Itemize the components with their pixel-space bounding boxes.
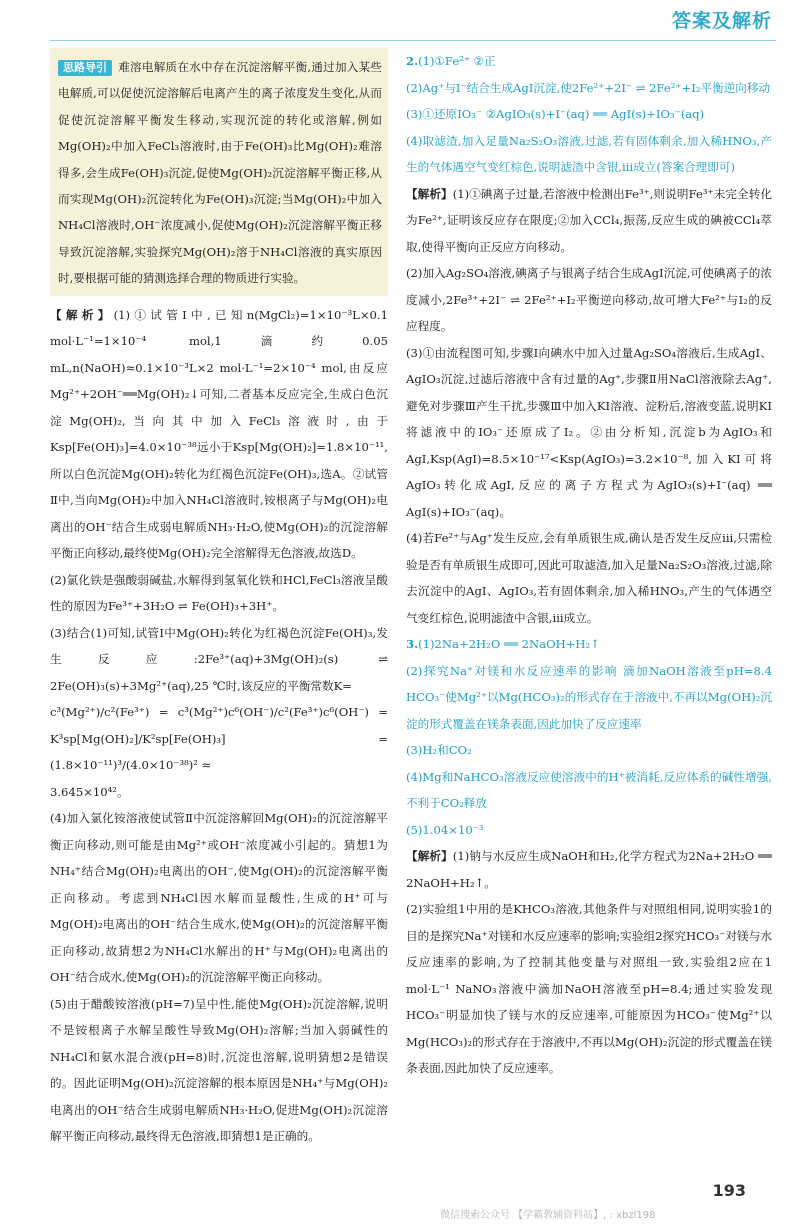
page-number: 193: [712, 1181, 746, 1200]
q2-answer-2: (2)Ag⁺与I⁻结合生成AgI沉淀,使2Fe²⁺+2I⁻ ⇌ 2Fe²⁺+I₂平衡逆向移动: [406, 80, 771, 95]
header-divider: [50, 40, 776, 41]
q3-answer-1: 3.(1)2Na+2H₂O ══ 2NaOH+H₂↑: [406, 637, 600, 651]
q2-answer-4: (4)取滤渣,加入足量Na₂S₂O₃溶液,过滤,若有固体剩余,加入稀HNO₃,产生的气体遇空气变红棕色,说明滤渣中含银,ⅲ成立(答案合理即可): [406, 133, 772, 174]
analysis-3c: 3.645×10⁴²。: [50, 784, 129, 799]
q2-explanation-2: (2)加入Ag₂SO₄溶液,碘离子与银离子结合生成AgI沉淀,可使碘离子的浓度减小,2Fe³⁺+2I⁻ ⇌ 2Fe²⁺+I₂平衡逆向移动,故可增大Fe²⁺与I₂的反应程度。: [406, 266, 772, 333]
q3-explanation-2: (2)实验组1中用的是KHCO₃溶液,其他条件与对照组相同,说明实验1的目的是探究Na⁺对镁和水反应速率的影响;实验组2探究HCO₃⁻对镁与水反应速率的影响,为了控制其他变量与对照组一致,实验组2应在1 mol·L⁻¹ NaNO₃溶液中滴加NaOH溶液至pH=8.4;通过实验发现HCO₃⁻明显加快了镁与水的反应速率,可能原因为HCO₃⁻使Mg²⁺以Mg(HCO₃)₂的形式存在于溶液中,不再以Mg(OH)₂沉淀的形式覆盖在镁条表面,因此加快了反应速率。: [406, 902, 772, 1075]
analysis-4: (4)加入氯化铵溶液使试管Ⅱ中沉淀溶解回Mg(OH)₂的沉淀溶解平衡正向移动,则可能是由Mg²⁺或OH⁻浓度减小引起的。猜想1为NH₄⁺结合Mg(OH)₂电离出的OH⁻,使Mg(OH)₂的沉淀溶解平衡正向移动。考虑到NH₄Cl因水解而显酸性,生成的H⁺可与Mg(OH)₂电离出的OH⁻结合生成水,使Mg(OH)₂的沉淀溶解平衡正向移动,故猜想2为NH₄Cl水解出的H⁺与Mg(OH)₂电离出的OH⁻结合成水,使Mg(OH)₂的沉淀溶解平衡正向移动。: [50, 811, 388, 985]
right-column: [406, 48, 772, 1082]
left-column: [50, 48, 388, 1150]
analysis-5: (5)由于醋酸铵溶液(pH=7)呈中性,能使Mg(OH)₂沉淀溶解,说明不是铵根离子水解呈酸性导致Mg(OH)₂溶解;当加入弱碱性的NH₄Cl和氨水混合液(pH=8)时,沉淀也溶解,说明猜想2是错误的。因此证明Mg(OH)₂沉淀溶解的根本原因是NH₄⁺与Mg(OH)₂电离出的OH⁻结合生成弱电解质NH₃·H₂O,促进Mg(OH)₂沉淀溶解平衡正向移动,最终得无色溶液,即猜想1是正确的。: [50, 996, 388, 1144]
hint-box: [50, 48, 388, 296]
q3-explanation-1: 【解析】(1)钠与水反应生成NaOH和H₂,化学方程式为2Na+2H₂O ══ 2NaOH+H₂↑。: [406, 849, 772, 890]
q3-answer-2: (2)探究Na⁺对镁和水反应速率的影响 滴加NaOH溶液至pH=8.4 HCO₃⁻使Mg²⁺以Mg(HCO₃)₂的形式存在于溶液中,不再以Mg(OH)₂沉淀的形式覆盖在镁条表面,因此加快了反应速率: [406, 663, 772, 731]
analysis-3a: (3)结合(1)可知,试管Ⅰ中Mg(OH)₂转化为红褐色沉淀Fe(OH)₃,发生反应:2Fe³⁺(aq)+3Mg(OH)₂(s) ⇌ 2Fe(OH)₃(s)+3Mg²⁺(aq),25 ℃时,该反应的平衡常数K=: [50, 625, 388, 693]
header-title: 答案及解析: [671, 10, 772, 32]
q2-explanation-3: (3)①由流程图可知,步骤Ⅰ向碘水中加入过量Ag₂SO₄溶液后,生成AgI、AgIO₃沉淀,过滤后溶液中含有过量的Ag⁺,步骤Ⅱ用NaCl溶液除去Ag⁺,避免对步骤Ⅲ产生干扰,步骤Ⅲ中加入KI溶液、淀粉后,溶液变蓝,说明KI将滤液中的IO₃⁻还原成了I₂。②由分析知,沉淀b为AgIO₃和AgI,Ksp(AgI)=8.5×10⁻¹⁷<Ksp(AgIO₃)=3.2×10⁻⁸,加入KI可将AgIO₃转化成AgI,反应的离子方程式为AgIO₃(s)+I⁻(aq) ══ AgI(s)+IO₃⁻(aq)。: [406, 345, 772, 519]
q2-explanation-1: 【解析】(1)①碘离子过量,若溶液中检测出Fe³⁺,则说明Fe³⁺未完全转化为Fe²⁺,证明该反应存在限度;②加入CCl₄,振荡,反应生成的碘被CCl₄萃取,使得平衡向正反应方向移动。: [406, 186, 772, 254]
q3-label: 【解析】: [406, 849, 453, 863]
q2-answer-1: 2.(1)①Fe²⁺ ②正: [406, 54, 496, 68]
q3-answer-3: (3)H₂和CO₂: [406, 743, 472, 757]
footer-watermark: 微信搜索公众号 【学霸教辅资料站】, : xbzl198: [440, 1210, 656, 1221]
q3-number: 3.: [406, 637, 419, 651]
q3-answer-4: (4)Mg和NaHCO₃溶液反应使溶液中的H⁺被消耗,反应体系的碱性增强,不利于CO₂释放: [406, 769, 772, 810]
analysis-2: (2)氯化铁是强酸弱碱盐,水解得到氢氧化铁和HCl,FeCl₃溶液呈酸性的原因为Fe³⁺+3H₂O ⇌ Fe(OH)₃+3H⁺。: [50, 572, 388, 614]
analysis-label: 【解析】: [50, 307, 114, 322]
hint-tag: 思路导引: [58, 60, 112, 76]
q2-explanation-4: (4)若Fe²⁺与Ag⁺发生反应,会有单质银生成,确认是否发生反应ⅲ,只需检验是否有单质银生成即可,因此可取滤渣,加入足量Na₂S₂O₃溶液,过滤,除去沉淀中的AgI、AgIO₃,若有固体剩余,加入稀HNO₃,产生的气体遇空气变红棕色,说明滤渣中含银,ⅲ成立。: [406, 531, 772, 625]
analysis-1: 【解析】(1)①试管Ⅰ中,已知n(MgCl₂)=1×10⁻³L×0.1 mol·L⁻¹=1×10⁻⁴ mol,1滴约0.05 mL,n(NaOH)≈0.1×10⁻³L×2 mol·L⁻¹=2×10⁻⁴ mol,由反应Mg²⁺+2OH⁻══Mg(OH)₂↓可知,二者基本反应完全,生成白色沉淀Mg(OH)₂,当向其中加入FeCl₃溶液时,由于Ksp[Fe(OH)₃]=4.0×10⁻³⁸远小于Ksp[Mg(OH)₂]=1.8×10⁻¹¹,所以白色沉淀Mg(OH)₂转化为红褐色沉淀Fe(OH)₃,选A。②试管Ⅱ中,当向Mg(OH)₂中加入NH₄Cl溶液时,铵根离子与Mg(OH)₂电离出的OH⁻结合生成弱电解质NH₃·H₂O,使Mg(OH)₂的沉淀溶解平衡正向移动,最终使Mg(OH)₂完全溶解得无色溶液,故选D。: [50, 307, 388, 561]
analysis-3b: c³(Mg²⁺)/c²(Fe³⁺) = c³(Mg²⁺)c⁶(OH⁻)/c²(Fe³⁺)c⁶(OH⁻) = K³sp[Mg(OH)₂]/K²sp[Fe(OH)₃] = (1.8×10⁻¹¹)³/(4.0×10⁻³⁸)² ≈: [50, 705, 388, 773]
q2-label: 【解析】: [406, 186, 453, 201]
q2-number: 2.: [406, 54, 419, 68]
q3-answer-5: (5)1.04×10⁻³: [406, 822, 484, 837]
hint-text: 难溶电解质在水中存在沉淀溶解平衡,通过加入某些电解质,可以促使沉淀溶解后电离产生的离子浓度发生变化,从而促使沉淀溶解平衡发生移动,实现沉淀的转化或溶解,例如Mg(OH)₂中加入FeCl₃溶液时,由于Fe(OH)₃比Mg(OH)₂难溶得多,会生成Fe(OH)₃沉淀,促使Mg(OH)₂沉淀溶解平衡正移,从而实现Mg(OH)₂沉淀转化为Fe(OH)₃沉淀;当Mg(OH)₂中加入NH₄Cl溶液时,OH⁻浓度减小,促使Mg(OH)₂沉淀溶解平衡正移导致沉淀溶解,实验探究Mg(OH)₂溶于NH₄Cl溶液的真实原因时,要根据可能的猜测选择合理的物质进行实验。: [58, 60, 382, 286]
q2-answer-3: (3)①还原IO₃⁻ ②AgIO₃(s)+I⁻(aq) ══ AgI(s)+IO₃⁻(aq): [406, 107, 705, 121]
